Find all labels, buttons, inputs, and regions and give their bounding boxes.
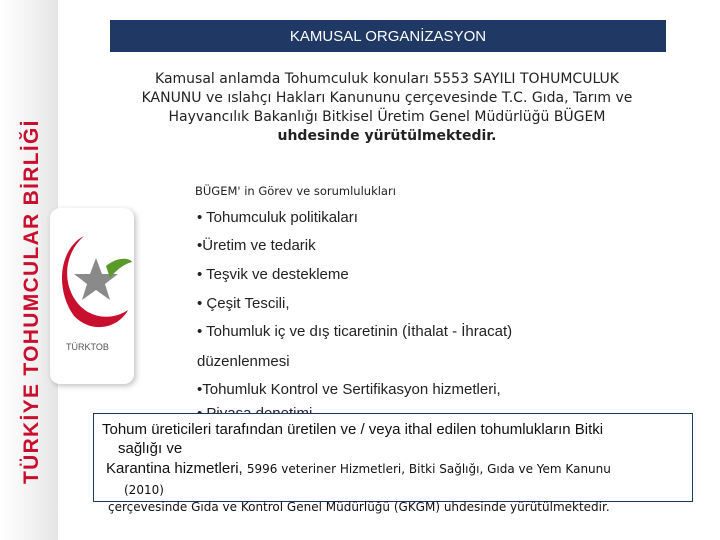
duties-heading: BÜGEM' in Görev ve sorumlulukları (195, 184, 396, 198)
slide-title-bar (110, 20, 666, 52)
overlay-text: Karantina hizmetleri, (106, 460, 247, 477)
bullet-item: • Tohumluk iç ve dış ticaretinin (İthalat - İhracat) (197, 323, 513, 340)
turktob-logo-card (50, 208, 134, 384)
bullet-item: • Tohumculuk politikaları (197, 209, 358, 226)
overlay-line: (2010) (124, 483, 164, 497)
side-title: TÜRKİYE TOHUMCULAR BİRLİĞİ (20, 119, 43, 484)
slide-title: KAMUSAL ORGANİZASYON (289, 27, 487, 45)
bottom-line: çerçevesinde Gıda ve Kontrol Genel Müdürlüğü (GKGM) uhdesinde yürütülmektedir. (108, 500, 610, 514)
bullet-item: •Üretim ve tedarik (197, 237, 316, 254)
intro-line: KANUNU ve ıslahçı Hakları Kanununu çerçevesinde T.C. Gıda, Tarım ve (141, 90, 633, 106)
bullet-item: • Çeşit Tescili, (197, 295, 290, 312)
overlay-line (106, 460, 611, 478)
intro-line: Hayvancılık Bakanlığı Bitkisel Üretim Genel Müdürlüğü BÜGEM (168, 109, 606, 125)
intro-line: Kamusal anlamda Tohumculuk konuları 5553 SAYILI TOHUMCULUK (155, 71, 619, 87)
turktob-logo-icon (50, 218, 134, 338)
logo-green-leaf (106, 259, 132, 278)
intro-paragraph (112, 70, 662, 146)
bullet-item: düzenlenmesi (197, 353, 290, 370)
overlay-law-text: 5996 veteriner Hizmetleri, Bitki Sağlığı, Gıda ve Yem Kanunu (246, 462, 611, 476)
bullet-item: • Teşvik ve destekleme (197, 266, 349, 283)
overlay-line: sağlığı ve (118, 440, 183, 457)
bullet-item: •Tohumluk Kontrol ve Sertifikasyon hizmetleri, (197, 381, 501, 398)
overlay-line: Tohum üreticileri tarafından üretilen ve / veya ithal edilen tohumlukların Bitki (102, 421, 604, 438)
intro-line: uhdesinde yürütülmektedir. (277, 128, 497, 144)
logo-text: TÜRKTOB (66, 342, 109, 352)
